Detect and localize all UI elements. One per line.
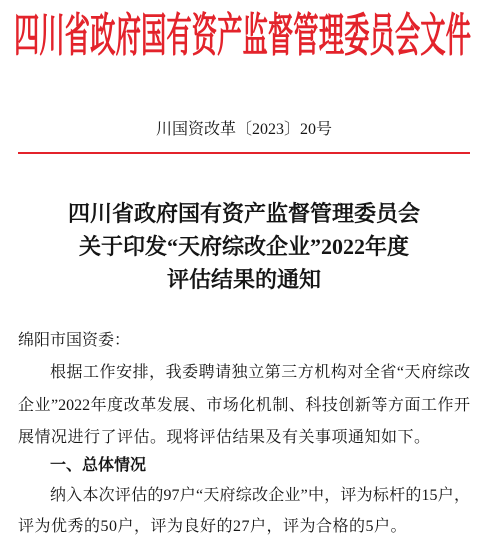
issuer-header-text: 四川省政府国有资产监督管理委员会文件 [14,10,472,61]
issuer-header [14,9,476,63]
title-line-2: 关于印发“天府综改企业”2022年度 [78,234,409,259]
document-number: 川国资改革〔2023〕20号 [155,121,332,138]
red-divider-line [18,152,470,154]
section-1-heading: 一、总体情况 [50,455,147,474]
paragraph-2-line-1: 纳入本次评估的97户“天府综改企业”中，评为标杆的15户， [50,487,470,504]
recipient: 绵阳市国资委： [18,332,131,349]
title-line-1: 四川省政府国有资产监督管理委员会 [67,201,420,226]
paragraph-2-line-2: 评为优秀的50户，评为良好的27户，评为合格的5户。 [18,518,408,535]
paragraph-1-line-1: 根据工作安排，我委聘请独立第三方机构对全省“天府综改 [50,364,470,381]
paragraph-1-line-2: 企业”2022年度改革发展、市场化机制、科技创新等方面工作开 [18,397,470,414]
title-line-3: 评估结果的通知 [166,267,321,292]
paragraph-1-line-3: 展情况进行了评估。现将评估结果及有关事项通知如下。 [18,429,431,446]
